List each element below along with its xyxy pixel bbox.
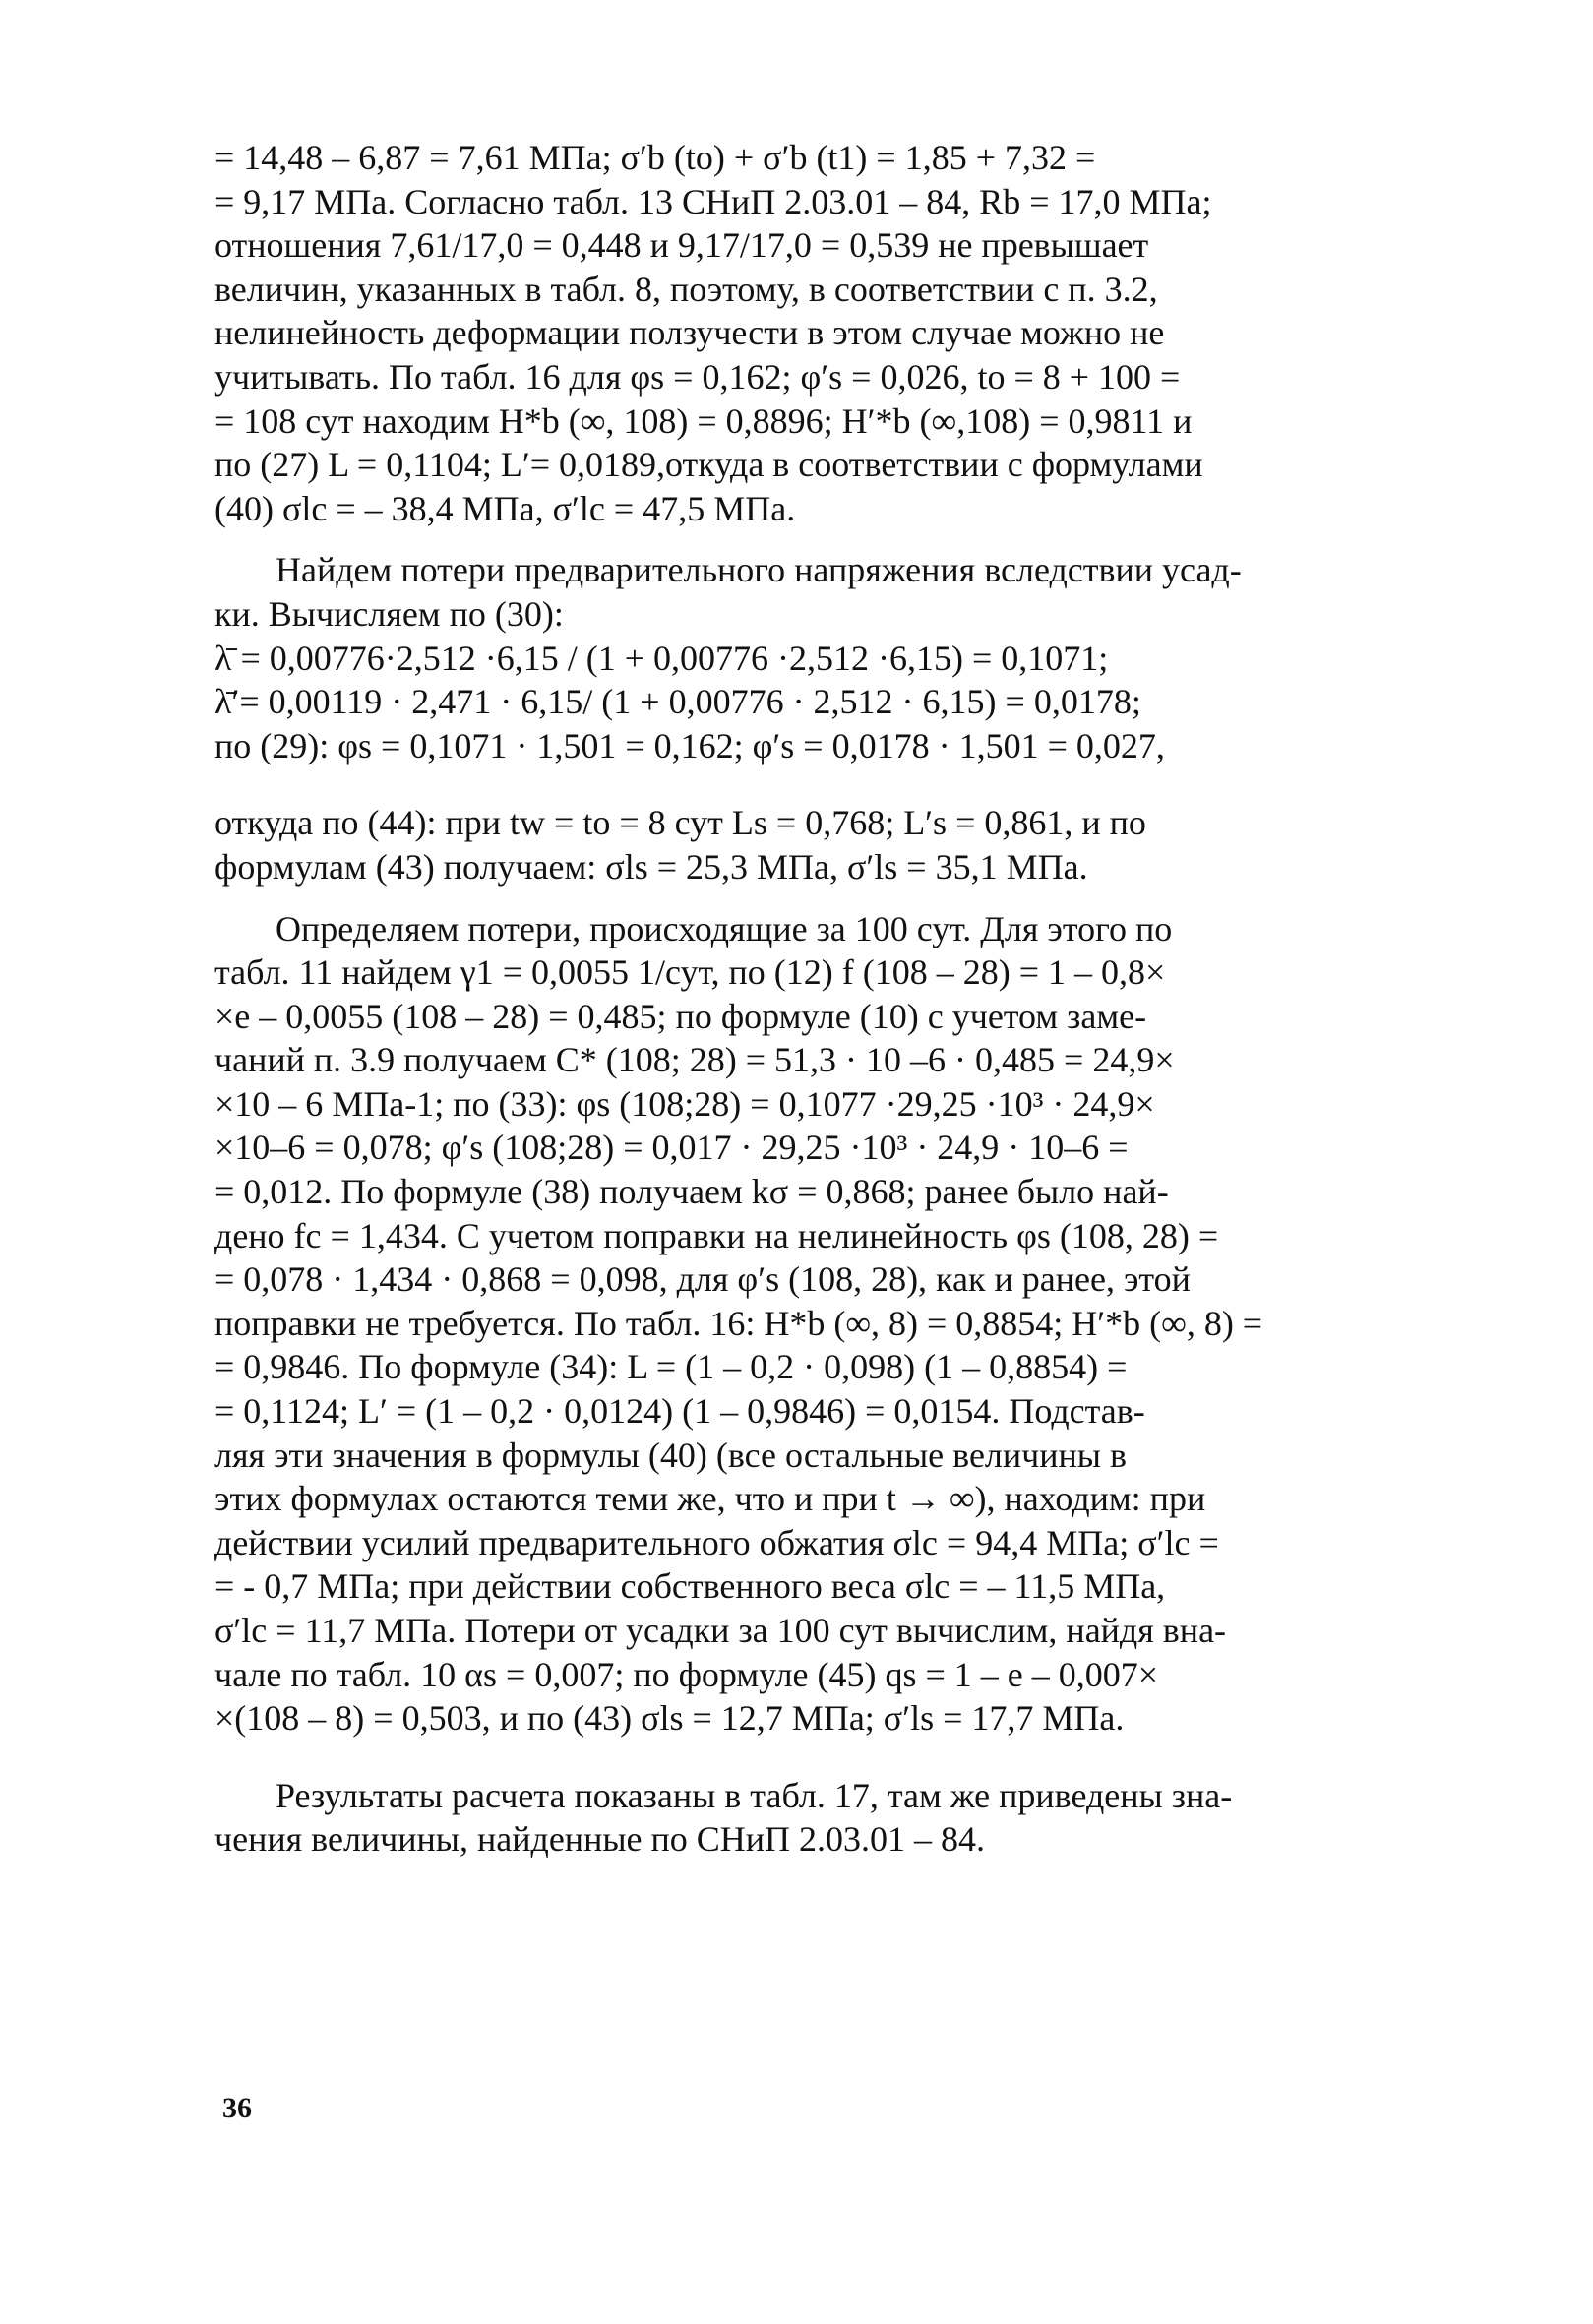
formula-lambda: λ̄ = 0,00776·2,512 ·6,15 / (1 + 0,00776 ·2,512 ·6,15) = 0,1071; bbox=[214, 638, 1109, 678]
page-number: 36 bbox=[222, 2092, 252, 2124]
formula-lambda-prime: λ̄′= 0,00119 · 2,471 · 6,15/ (1 + 0,00776 · 2,512 · 6,15) = 0,0178; bbox=[214, 682, 1141, 722]
paragraph-100-days: Определяем потери, происходящие за 100 сут. Для этого по табл. 11 найдем γ1 = 0,0055 1/сут, по (12) f (108 – 28) = 1 – 0,8× ×e – 0,0055 (108 – 28) = 0,485; по формуле (10) с учетом заме- чаний п. 3.9 получаем C* (108; 28) = 51,3 · 10 –6 · 0,485 = 24,9× ×10 – 6 МПа-1; по (33): φs (108;28) = 0,1077 ·29,25 ·10³ · 24,9× ×10–6 = 0,078; φ′s (108;28) = 0,017 · 29,25 ·10³ · 24,9 · 10–6 = = 0,012. По формуле (38) получаем kσ = 0,868; ранее было най- дено fc = 1,434. С учетом поправки на нелинейность φs (108, 28) = = 0,078 · 1,434 · 0,868 = 0,098, для φ′s (108, 28), как и ранее, этой поправки не требуется. По табл. 16: H*b (∞, 8) = 0,8854; H′*b (∞, 8) = = 0,9846. По формуле (34): L = (1 – 0,2 · 0,098) (1 – 0,8854) = = 0,1124; L′ = (1 – 0,2 · 0,0124) (1 – 0,9846) = 0,0154. Подстав- ляя эти значения в формулы (40) (все остальные величины в этих формулах остаются теми же, что и при t → ∞), находим: при действии усилий предварительного обжатия σlc = 94,4 МПа; σ′lc = = - 0,7 МПа; при действии собственного веса σlc = – 11,5 МПа, σ′lc = 11,7 МПа. Потери от усадки за 100 сут вычислим, найдя вна- чале по табл. 10 αs = 0,007; по формуле (45) qs = 1 – e – 0,007× ×(108 – 8) = 0,503, и по (43) σls = 12,7 МПа; σ′ls = 17,7 МПа. bbox=[214, 908, 1263, 1739]
paragraph-results: Результаты расчета показаны в табл. 17, там же приведены зна- чения величины, найденные по СНиП 2.03.01 – 84. bbox=[214, 1775, 1233, 1860]
formula-phi: по (29): φs = 0,1071 · 1,501 = 0,162; φ′s = 0,0178 · 1,501 = 0,027, bbox=[214, 725, 1165, 765]
paragraph-losses-44: откуда по (44): при tw = tо = 8 сут Ls = 0,768; L′s = 0,861, и по формулам (43) получаем: σls = 25,3 МПа, σ′ls = 35,1 МПа. bbox=[214, 803, 1146, 887]
paragraph-creep-check: = 14,48 – 6,87 = 7,61 МПа; σ′b (tо) + σ′b (t1) = 1,85 + 7,32 = = 9,17 МПа. Согласно табл. 13 СНиП 2.03.01 – 84, Rb = 17,0 МПа; отношения 7,61/17,0 = 0,448 и 9,17/17,0 = 0,539 не превышает величин, указанных в табл. 8, поэтому, в соответствии с п. 3.2, нелинейность деформации ползучести в этом случае можно не учитывать. По табл. 16 для φs = 0,162; φ′s = 0,026, tо = 8 + 100 = = 108 сут находим H*b (∞, 108) = 0,8896; H′*b (∞,108) = 0,9811 и по (27) L = 0,1104; L′= 0,0189,откуда в соответствии с формулами (40) σlc = – 38,4 МПа, σ′lc = 47,5 МПа. bbox=[214, 138, 1212, 528]
paragraph-shrinkage-intro: Найдем потери предварительного напряжения вследствии усад- ки. Вычисляем по (30): bbox=[214, 550, 1242, 634]
body-text bbox=[214, 136, 1415, 1862]
